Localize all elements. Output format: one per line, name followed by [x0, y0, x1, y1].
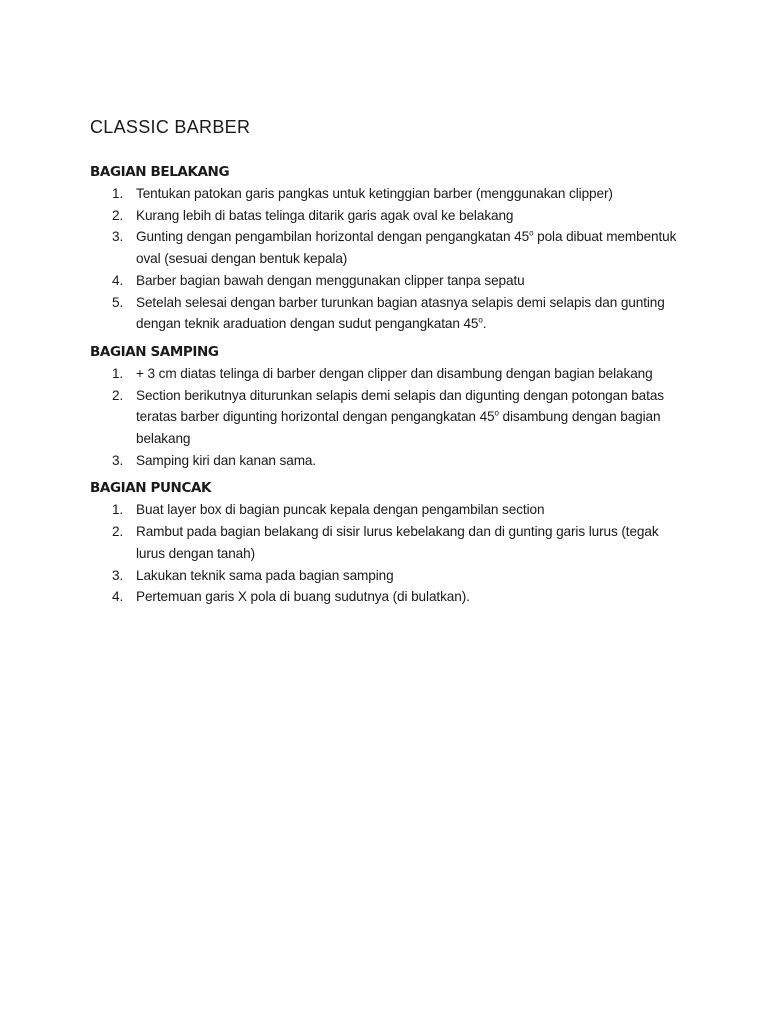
section-heading-samping: BAGIAN SAMPING — [90, 343, 219, 360]
list-item — [90, 292, 690, 335]
list-item — [90, 183, 690, 205]
list-item-text: Buat layer box di bagian puncak kepala dengan pengambilan section — [136, 502, 545, 518]
steps-list-samping — [90, 363, 690, 472]
degree-symbol: o — [529, 228, 534, 238]
list-item — [90, 586, 690, 608]
list-number: 3. — [112, 567, 124, 583]
list-item-text: Gunting dengan pengambilan horizontal dengan pengangkatan 45 — [136, 229, 530, 245]
list-item-text: + 3 cm diatas telinga di barber dengan clipper dan disambung dengan bagian belakang — [136, 365, 653, 381]
list-item — [90, 565, 690, 587]
steps-list-belakang — [90, 183, 690, 335]
section-heading-belakang: BAGIAN BELAKANG — [90, 164, 230, 180]
steps-list-puncak — [90, 499, 690, 608]
list-item — [90, 363, 690, 385]
list-number: 2. — [112, 524, 124, 540]
degree-symbol: o — [478, 315, 483, 325]
list-item-text: Lakukan teknik sama pada bagian samping — [136, 567, 394, 583]
list-item-text: Kurang lebih di batas telinga ditarik garis agak oval ke belakang — [136, 207, 514, 223]
list-item — [90, 521, 690, 564]
list-item — [90, 499, 690, 521]
degree-symbol: o — [494, 408, 499, 418]
list-item-text-continued: disambung dengan bagian belakang — [136, 409, 661, 447]
list-item-text: Rambut pada bagian belakang di sisir lurus kebelakang dan di gunting garis lurus (tegak lurus dengan tanah) — [136, 524, 659, 561]
list-item-text-continued: . — [482, 316, 487, 332]
list-number: 1. — [112, 365, 124, 381]
list-item-text-continued: pola dibuat membentuk oval (sesuai dengan bentuk kepala) — [136, 229, 677, 267]
list-item-text: Barber bagian bawah dengan menggunakan clipper tanpa sepatu — [136, 272, 525, 288]
list-number: 2. — [112, 387, 124, 403]
list-item — [90, 385, 690, 450]
list-item — [90, 205, 690, 227]
list-number: 1. — [112, 502, 124, 518]
list-number: 4. — [112, 589, 124, 605]
list-item-text: Section berikutnya diturunkan selapis demi selapis dan digunting dengan potongan batas teratas barber digunting horizontal dengan pengangkatan 45 — [136, 387, 664, 425]
list-item — [90, 270, 690, 292]
list-number: 5. — [112, 294, 124, 310]
list-item-text: Pertemuan garis X pola di buang sudutnya (di bulatkan). — [136, 589, 470, 605]
list-item-text: Samping kiri dan kanan sama. — [136, 452, 317, 468]
list-item-text: Setelah selesai dengan barber turunkan bagian atasnya selapis demi selapis dan gunting dengan teknik araduation dengan sudut pengangkatan 45 — [136, 294, 665, 332]
list-number: 2. — [112, 207, 124, 223]
list-item-text: Tentukan patokan garis pangkas untuk ketinggian barber (menggunakan clipper) — [136, 186, 613, 201]
section-heading-puncak: BAGIAN PUNCAK — [90, 480, 212, 497]
list-item — [90, 226, 690, 269]
list-number: 1. — [112, 186, 124, 201]
document-page — [90, 114, 690, 614]
list-number: 3. — [112, 452, 124, 468]
document-title: CLASSIC BARBER — [90, 117, 251, 137]
list-number: 4. — [112, 272, 124, 288]
list-item — [90, 450, 690, 472]
list-number: 3. — [112, 229, 124, 245]
